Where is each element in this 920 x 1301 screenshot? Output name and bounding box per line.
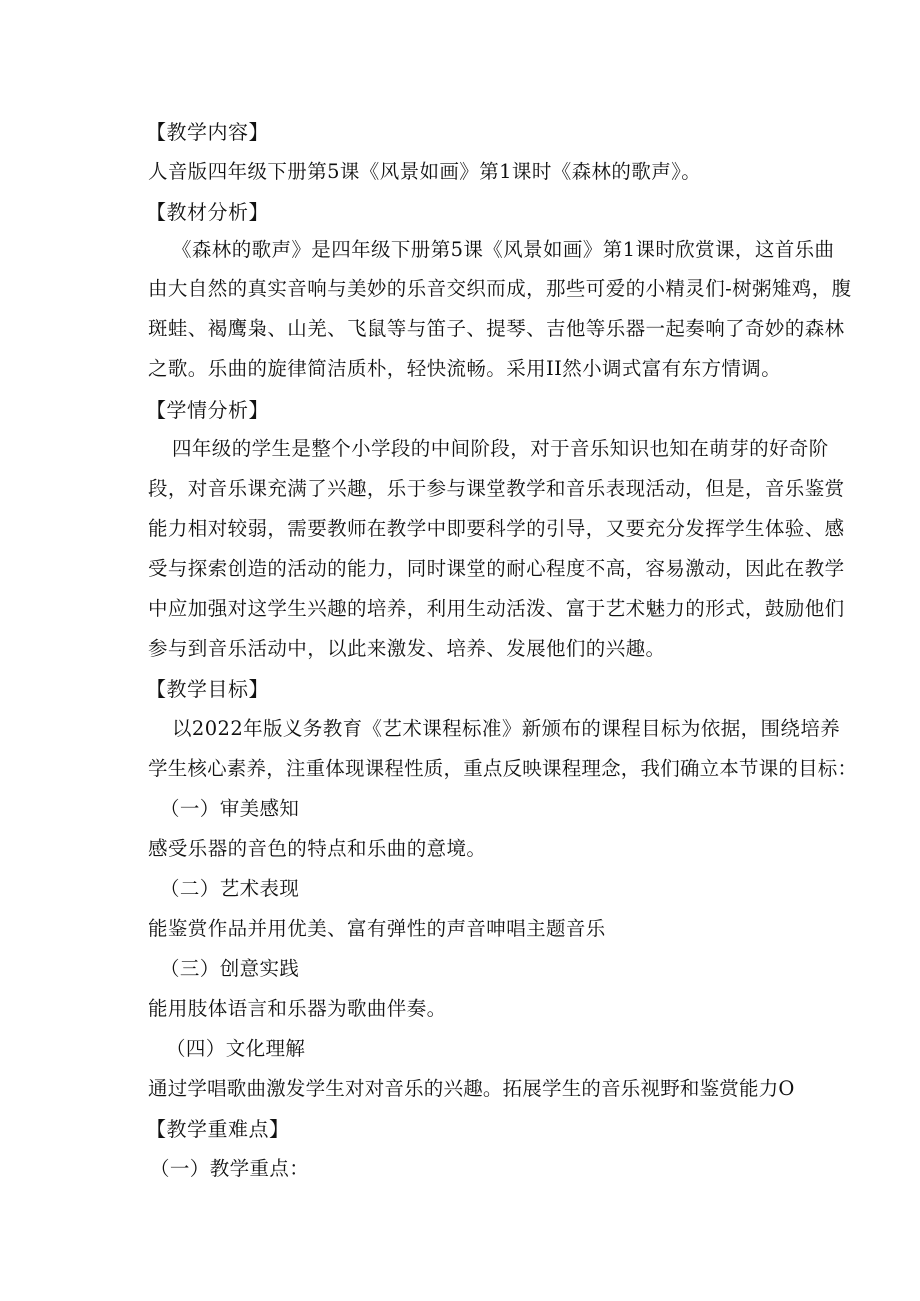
text-line: 由大自然的真实音响与美妙的乐音交织而成，那些可爱的小精灵们-树粥雉鸡，腹 [148,277,852,300]
text-line: 之歌。乐曲的旋律简洁质朴，轻快流畅。采用II然小调式富有东方情调。 [148,357,782,380]
section-heading-material-analysis: 【教材分析】 [146,200,269,224]
section-heading-teaching-goals: 【教学目标】 [146,677,269,701]
text-line: 四年级的学生是整个小学段的中间阶段，对于音乐知识也知在萌芽的好奇阶 [172,437,829,460]
section-heading-teaching-content: 【教学内容】 [146,120,269,144]
text-line: 中应加强对这学生兴趣的培养，利用生动活泼、富于艺术魅力的形式，鼓励他们 [148,597,845,620]
text-line: 《森林的歌声》是四年级下册第5课《风景如画》第1课时欣赏课，这首乐曲 [172,238,835,261]
goal-heading-cultural-understanding: （四）文化理解 [166,1037,306,1060]
goal-heading-aesthetic-perception: （一）审美感知 [160,797,300,820]
subheading-teaching-focus: （一）教学重点： [150,1157,310,1180]
section-heading-key-points: 【教学重难点】 [146,1117,290,1141]
text-line: 受与探索创造的活动的能力，同时课堂的耐心程度不高，容易激动，因此在教学 [148,557,845,580]
text-line: 通过学唱歌曲激发学生对对音乐的兴趣。拓展学生的音乐视野和鉴赏能力O [148,1077,795,1100]
text-line: 段，对音乐课充满了兴趣，乐于参与课堂教学和音乐表现活动，但是，音乐鉴赏 [148,477,845,500]
text-line: 人音版四年级下册第5课《风景如画》第1课时《森林的歌声》。 [148,160,702,183]
goal-heading-creative-practice: （三）创意实践 [160,957,300,980]
text-line: 能用肢体语言和乐器为歌曲伴奏。 [148,997,447,1020]
text-line: 能鉴赏作品并用优美、富有弹性的声音呻唱主题音乐 [148,917,606,940]
text-line: 学生核心素养，注重体现课程性质，重点反映课程理念，我们确立本节课的目标： [148,757,858,780]
goal-heading-artistic-expression: （二）艺术表现 [160,877,300,900]
text-line: 能力相对较弱，需要教师在教学中即要科学的引导，又要充分发挥学生体验、感 [148,517,845,540]
text-line: 感受乐器的音色的特点和乐曲的意境。 [148,837,487,860]
text-line: 参与到音乐活动中，以此来激发、培养、发展他们的兴趣。 [148,637,666,660]
text-line: 斑蛙、褐鹰枭、山羌、飞鼠等与笛子、提琴、吉他等乐器一起奏响了奇妙的森林 [148,317,845,340]
text-line: 以2022年版义务教育《艺术课程标准》新颁布的课程目标为依据，围绕培养 [172,717,841,740]
section-heading-student-analysis: 【学情分析】 [146,398,269,422]
